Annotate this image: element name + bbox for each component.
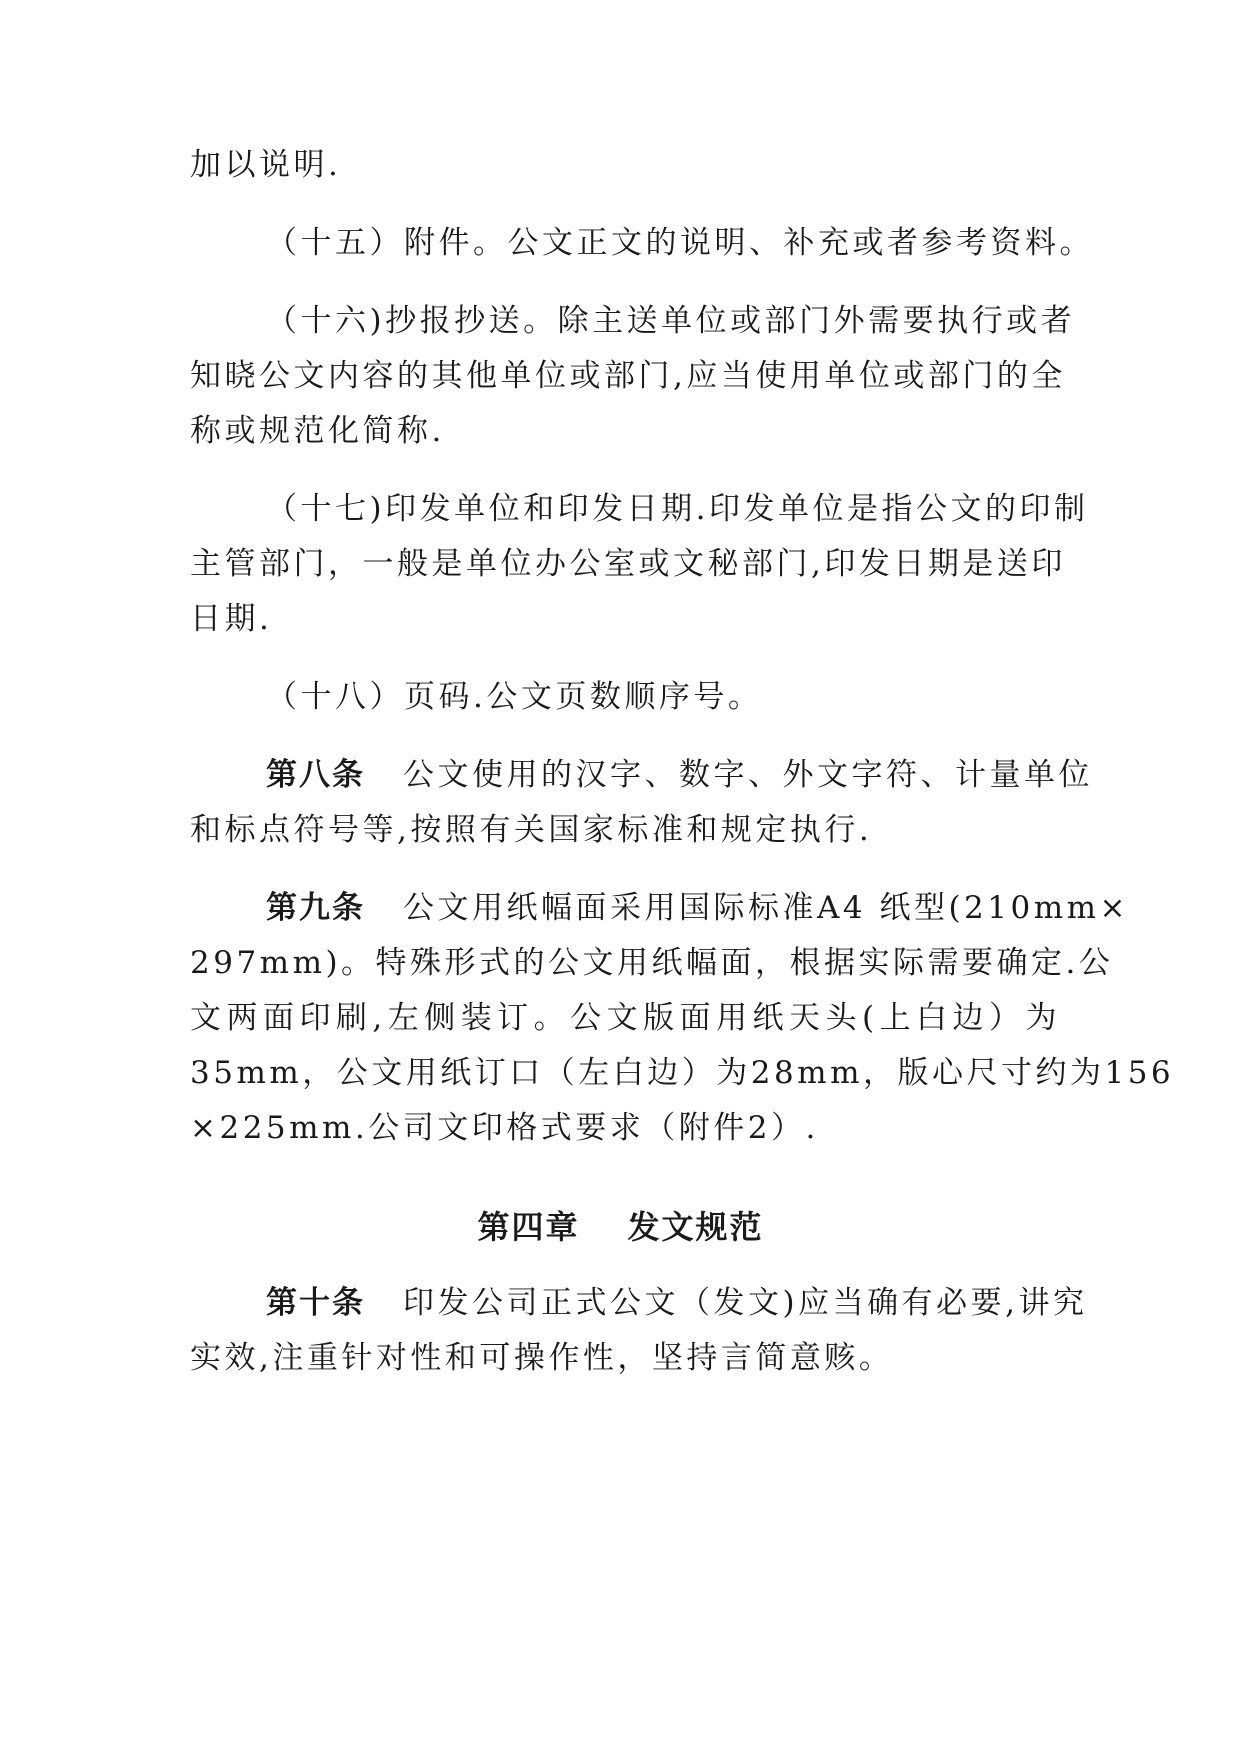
article-10-label: 第十条 bbox=[266, 1285, 365, 1321]
article-10-text-1: 印发公司正式公文（发文)应当确有必要,讲究 bbox=[403, 1285, 1088, 1321]
article-8-line-1 bbox=[266, 755, 1093, 795]
paragraph-18: （十八）页码.公文页数顺序号。 bbox=[266, 679, 763, 715]
article-9-label: 第九条 bbox=[266, 890, 365, 926]
article-8-line-2: 和标点符号等,按照有关国家标准和规定执行. bbox=[190, 812, 873, 848]
article-9-text-1: 公文用纸幅面采用国际标准A4 纸型(210mm× bbox=[403, 890, 1129, 926]
article-9-line-1 bbox=[266, 888, 1129, 928]
paragraph-17-line-1: （十七)印发单位和印发日期.印发单位是指公文的印制 bbox=[266, 491, 1089, 527]
article-9-line-3: 文两面印刷,左侧装订。公文版面用纸天头(上白边）为 bbox=[190, 1000, 1060, 1036]
article-9-line-2: 297mm)。特殊形式的公文用纸幅面，根据实际需要确定.公 bbox=[190, 945, 1114, 981]
paragraph-16-line-3: 称或规范化简称. bbox=[190, 413, 445, 449]
article-10-line-2: 实效,注重针对性和可操作性，坚持言简意赅。 bbox=[190, 1340, 894, 1376]
paragraph-16-line-2: 知晓公文内容的其他单位或部门,应当使用单位或部门的全 bbox=[190, 358, 1066, 394]
paragraph-17-line-2: 主管部门，一般是单位办公室或文秘部门,印发日期是送印 bbox=[190, 546, 1066, 582]
chapter-heading bbox=[0, 1207, 1241, 1247]
paragraph-16-line-1: （十六)抄报抄送。除主送单位或部门外需要执行或者 bbox=[266, 303, 1076, 339]
article-10-line-1 bbox=[266, 1283, 1088, 1323]
paragraph-15: （十五）附件。公文正文的说明、补充或者参考资料。 bbox=[266, 225, 1094, 261]
article-9-line-4: 35mm，公文用纸订口（左白边）为28mm，版心尺寸约为156 bbox=[190, 1055, 1175, 1091]
chapter-title: 发文规范 bbox=[627, 1208, 764, 1246]
chapter-number: 第四章 bbox=[477, 1208, 580, 1246]
paragraph-14-tail: 加以说明. bbox=[190, 147, 342, 183]
article-8-label: 第八条 bbox=[266, 757, 365, 793]
article-9-line-5: ×225mm.公司文印格式要求（附件2）. bbox=[190, 1110, 819, 1146]
article-8-text-1: 公文使用的汉字、数字、外文字符、计量单位 bbox=[403, 757, 1093, 793]
paragraph-17-line-3: 日期. bbox=[190, 601, 273, 637]
